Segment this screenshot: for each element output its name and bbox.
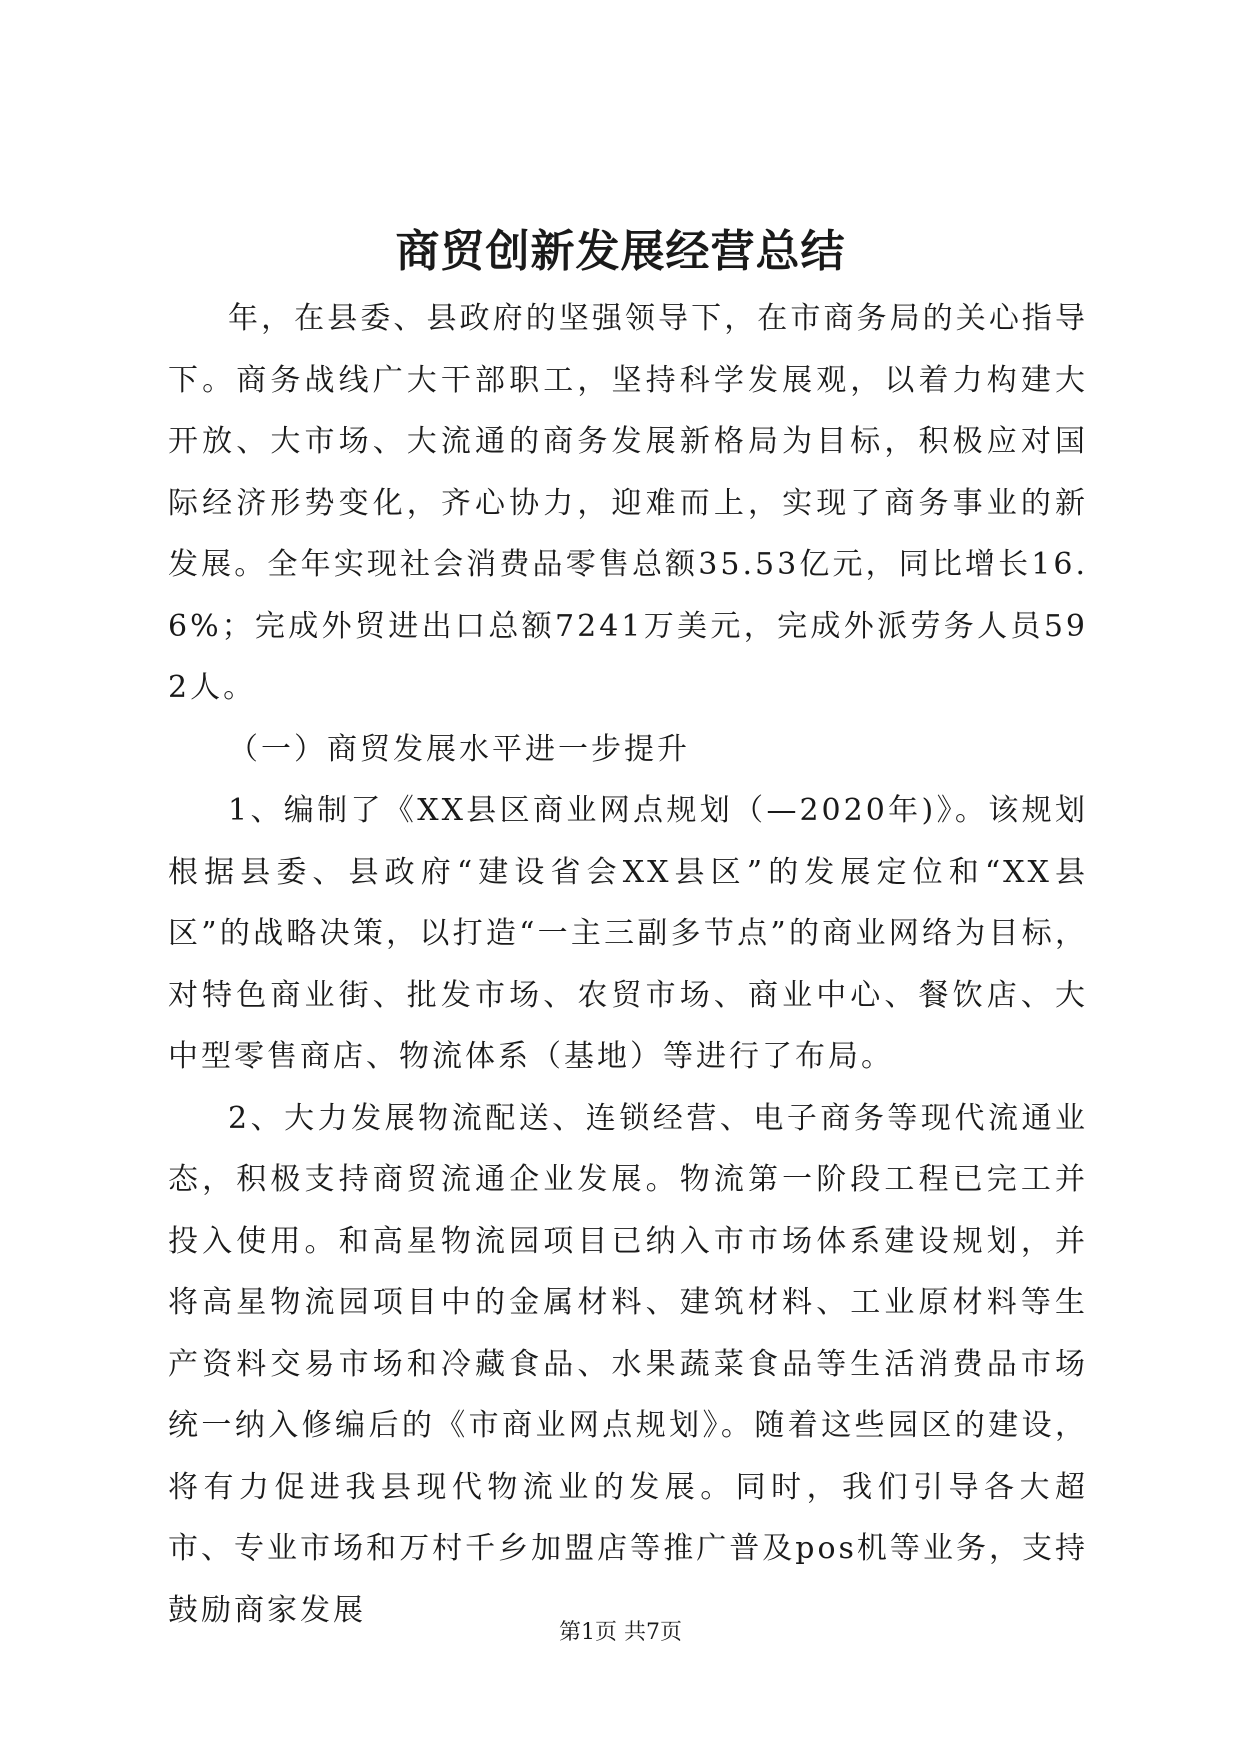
paragraph-item-2: 2、大力发展物流配送、连锁经营、电子商务等现代流通业态，积极支持商贸流通企业发展。物流第一阶段工程已完工并投入使用。和高星物流园项目已纳入市市场体系建设规划，并将高星物流园项目中的金属材料、建筑材料、工业原材料等生产资料交易市场和冷藏食品、水果蔬菜食品等生活消费品市场统一纳入修编后的《市商业网点规划》。随着这些园区的建设，将有力促进我县现代物流业的发展。同时，我们引导各大超市、专业市场和万村千乡加盟店等推广普及pos机等业务，支持鼓励商家发展 [168,1100,1088,1628]
paragraph-intro: 年，在县委、县政府的坚强领导下，在市商务局的关心指导下。商务战线广大干部职工，坚持科学发展观，以着力构建大开放、大市场、大流通的商务发展新格局为目标，积极应对国际经济形势变化，齐心协力，迎难而上，实现了商务事业的新发展。全年实现社会消费品零售总额35.53亿元，同比增长16.6%；完成外贸进出口总额7241万美元，完成外派劳务人员592人。 [168,301,1088,705]
page-footer: 第1页 共7页 [559,1620,682,1645]
document-body [168,288,1088,1641]
section-heading: （一）商贸发展水平进一步提升 [228,731,690,767]
paragraph-item-1: 1、编制了《XX县区商业网点规划（—2020年)》。该规划根据县委、县政府“建设省会XX县区”的发展定位和“XX县区”的战略决策，以打造“一主三副多节点”的商业网络为目标，对特色商业街、批发市场、农贸市场、商业中心、餐饮店、大中型零售商店、物流体系（基地）等进行了布局。 [168,793,1088,1074]
document-title: 商贸创新发展经营总结 [395,226,846,277]
